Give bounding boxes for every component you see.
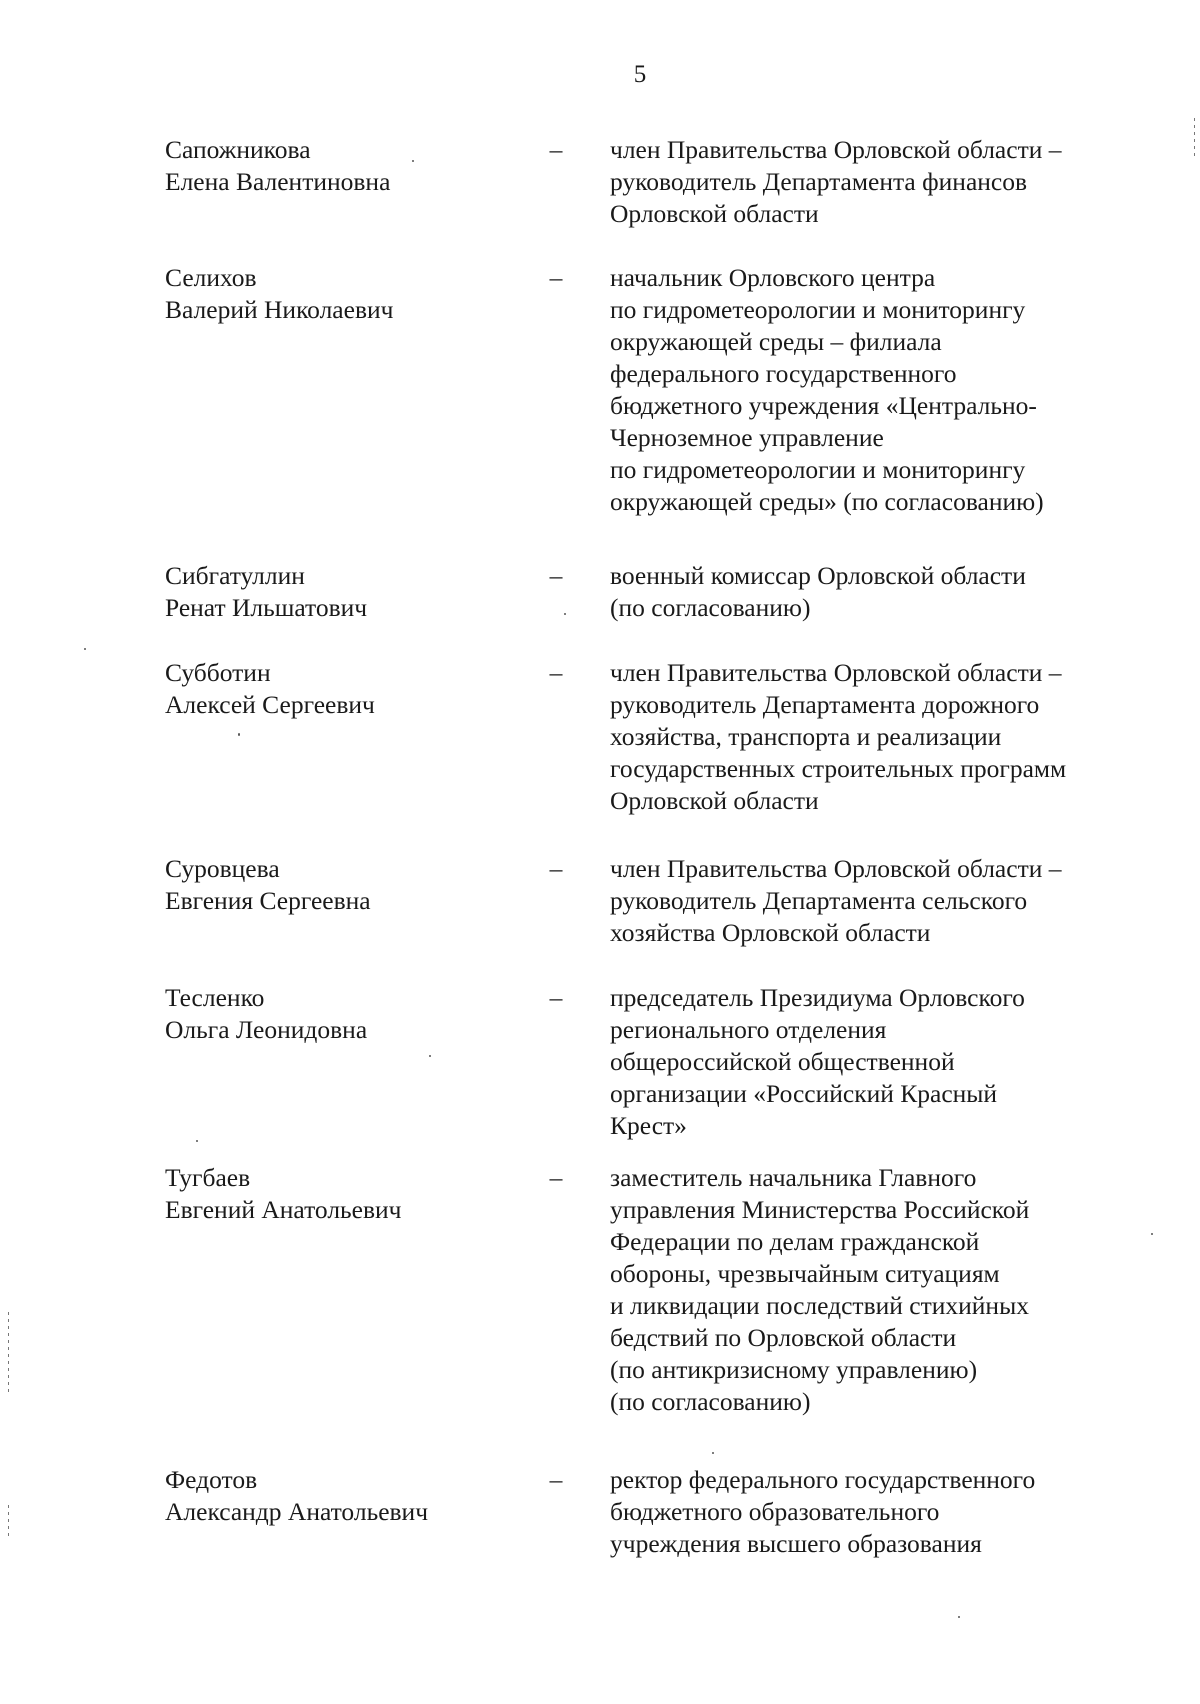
member-surname: Суровцева — [165, 854, 280, 883]
member-name — [165, 262, 545, 326]
member-given-names: Елена Валентиновна — [165, 167, 391, 196]
member-surname: Субботин — [165, 658, 271, 687]
scan-edge-mark — [8, 1312, 9, 1394]
scan-speck — [196, 1140, 198, 1142]
member-name — [165, 1162, 545, 1226]
position-line: регионального отделения — [610, 1015, 887, 1044]
position-line: руководитель Департамента дорожного — [610, 690, 1040, 719]
separator-dash: – — [549, 263, 563, 292]
position-line: по гидрометеорологии и мониторингу — [610, 455, 1026, 484]
member-name — [165, 853, 545, 917]
position-line: член Правительства Орловской области – — [610, 854, 1062, 883]
position-line: обороны, чрезвычайным ситуациям — [610, 1259, 1000, 1288]
position-line: (по антикризисному управлению) — [610, 1355, 978, 1384]
position-line: окружающей среды – филиала — [610, 327, 942, 356]
scan-speck — [412, 160, 414, 162]
member-given-names: Алексей Сергеевич — [165, 690, 375, 719]
position-line: бюджетного образовательного — [610, 1497, 940, 1526]
position-line: бедствий по Орловской области — [610, 1323, 957, 1352]
position-line: организации «Российский Красный — [610, 1079, 998, 1108]
member-name — [165, 657, 545, 721]
separator-dash: – — [549, 658, 563, 687]
member-given-names: Валерий Николаевич — [165, 295, 394, 324]
member-position — [610, 982, 1130, 1142]
position-line: Черноземное управление — [610, 423, 884, 452]
separator-dash: – — [549, 1163, 563, 1192]
position-line: руководитель Департамента сельского — [610, 886, 1028, 915]
member-name — [165, 1464, 545, 1528]
member-given-names: Александр Анатольевич — [165, 1497, 429, 1526]
scan-speck — [564, 613, 566, 615]
position-line: бюджетного учреждения «Центрально- — [610, 391, 1037, 420]
position-line: член Правительства Орловской области – — [610, 135, 1062, 164]
member-position — [610, 853, 1130, 949]
separator-dash: – — [549, 561, 563, 590]
member-given-names: Ренат Ильшатович — [165, 593, 368, 622]
separator-dash: – — [549, 1465, 563, 1494]
member-surname: Сапожникова — [165, 135, 311, 164]
position-line: окружающей среды» (по согласованию) — [610, 487, 1044, 516]
member-position — [610, 134, 1130, 230]
member-given-names: Евгений Анатольевич — [165, 1195, 402, 1224]
member-name — [165, 134, 545, 198]
member-given-names: Евгения Сергеевна — [165, 886, 371, 915]
position-line: управления Министерства Российской — [610, 1195, 1030, 1224]
position-line: хозяйства, транспорта и реализации — [610, 722, 1002, 751]
member-given-names: Ольга Леонидовна — [165, 1015, 368, 1044]
position-line: федерального государственного — [610, 359, 957, 388]
separator-dash: – — [549, 983, 563, 1012]
member-position — [610, 1162, 1130, 1418]
position-line: общероссийской общественной — [610, 1047, 955, 1076]
member-position — [610, 657, 1130, 817]
position-line: председатель Президиума Орловского — [610, 983, 1025, 1012]
position-line: государственных строительных программ — [610, 754, 1067, 783]
member-surname: Селихов — [165, 263, 257, 292]
position-line: Орловской области — [610, 786, 819, 815]
scan-speck — [958, 1616, 960, 1618]
position-line: начальник Орловского центра — [610, 263, 936, 292]
member-surname: Федотов — [165, 1465, 258, 1494]
position-line: руководитель Департамента финансов — [610, 167, 1028, 196]
page-number: 5 — [633, 61, 647, 88]
position-line: (по согласованию) — [610, 593, 811, 622]
scan-speck — [238, 733, 240, 736]
separator-dash: – — [549, 135, 563, 164]
position-line: военный комиссар Орловской области — [610, 561, 1026, 590]
position-line: заместитель начальника Главного — [610, 1163, 977, 1192]
member-surname: Тугбаев — [165, 1163, 251, 1192]
position-line: хозяйства Орловской области — [610, 918, 931, 947]
position-line: Орловской области — [610, 199, 819, 228]
member-name — [165, 982, 545, 1046]
scan-edge-mark — [1194, 118, 1195, 160]
separator-dash: – — [549, 854, 563, 883]
member-surname: Сибгатуллин — [165, 561, 305, 590]
member-name — [165, 560, 545, 624]
position-line: Федерации по делам гражданской — [610, 1227, 980, 1256]
position-line: (по согласованию) — [610, 1387, 811, 1416]
scan-speck — [84, 648, 86, 650]
scan-speck — [1151, 1233, 1153, 1235]
position-line: и ликвидации последствий стихийных — [610, 1291, 1029, 1320]
member-position — [610, 560, 1130, 624]
member-surname: Тесленко — [165, 983, 265, 1012]
position-line: Крест» — [610, 1111, 687, 1140]
member-position — [610, 262, 1130, 518]
position-line: ректор федерального государственного — [610, 1465, 1036, 1494]
scan-speck — [712, 1452, 714, 1454]
position-line: член Правительства Орловской области – — [610, 658, 1062, 687]
position-line: по гидрометеорологии и мониторингу — [610, 295, 1026, 324]
position-line: учреждения высшего образования — [610, 1529, 982, 1558]
scan-speck — [429, 1055, 431, 1057]
member-position — [610, 1464, 1130, 1560]
scan-edge-mark — [8, 1505, 9, 1537]
